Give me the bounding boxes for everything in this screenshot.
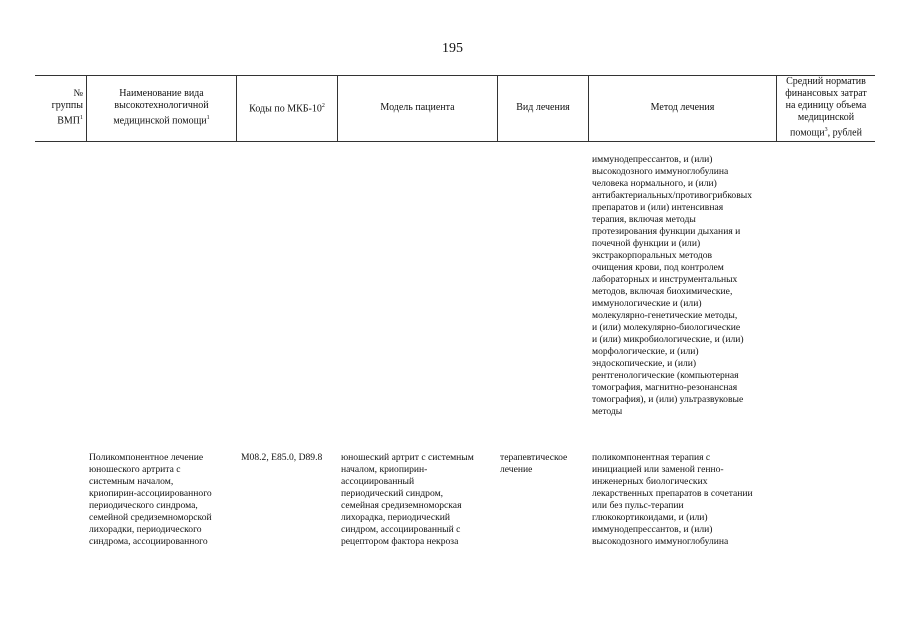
header-bottom-rule	[35, 141, 875, 142]
footnote-mark: 1	[80, 115, 83, 122]
header-patient-model	[338, 76, 497, 140]
header-average-cost-unit: , рублей	[827, 127, 862, 139]
footnote-mark: 3	[824, 127, 828, 134]
footnote-mark: 1	[206, 115, 210, 122]
header-patient-model-text: Модель пациента	[380, 102, 455, 113]
row-treatment-type: терапевтическое лечение	[500, 452, 568, 475]
header-icd-codes-text: Коды по МКБ-10	[249, 103, 322, 115]
continued-method-text: иммунодепрессантов, и (или) высокодозного иммуноглобулина человека нормального, и (или) антибактериальных/противогрибковых препаратов и (или) интенсивная терапия, включая методы протезирования функции дыхания и почечной функции и (или) экстракорпоральных методов очищения крови, под контролем лабораторных и инструментальных методов, включая биохимические, иммунологические и (или) молекулярно-генетические методы, и (или) молекулярно-биологические и (или) микробиологические, и (или) морфологические, и (или) эндоскопические, и (или) рентгенологические (компьютерная томография, магнитно-резонансная томография), и (или) ультразвуковые методы	[592, 154, 753, 417]
header-treatment-method	[589, 76, 776, 140]
footnote-mark: 2	[321, 103, 325, 110]
header-care-type-name-text: Наименование вида высокотехнологичной медицинской помощи	[113, 88, 209, 127]
page-number: 195	[442, 41, 463, 56]
header-group-number	[35, 76, 86, 140]
header-treatment-type-text: Вид лечения	[516, 102, 570, 113]
row-icd-codes: M08.2, E85.0, D89.8	[241, 452, 323, 463]
row-care-type-name: Поликомпонентное лечение юношеского артрита с системным началом, криопирин-ассоциированного периодического синдрома, семейной средиземноморской лихорадки, периодического синдрома, ассоциированного	[89, 452, 212, 547]
header-group-number-text: № группы ВМП	[51, 88, 83, 127]
header-treatment-type	[498, 76, 588, 140]
header-average-cost-text: Средний норматив финансовых затрат на единицу объема медицинской помощи	[785, 76, 867, 139]
header-treatment-method-text: Метод лечения	[650, 102, 715, 113]
row-patient-model: юношеский артрит с системным началом, криопирин- ассоциированный периодический синдром, семейная средиземноморская лихорадка, периодический синдром, ассоциированный с рецептором фактора некроза	[341, 452, 474, 547]
header-icd-codes	[237, 76, 337, 140]
row-treatment-method: поликомпонентная терапия с инициацией или заменой генно- инженерных биологических лекарственных препаратов в сочетании или без пульс-терапии глюкокортикоидами, и (или) иммунодепрессантов, и (или) высокодозного иммуноглобулина	[592, 452, 753, 547]
header-average-cost	[777, 76, 875, 140]
header-care-type-name	[87, 76, 236, 140]
